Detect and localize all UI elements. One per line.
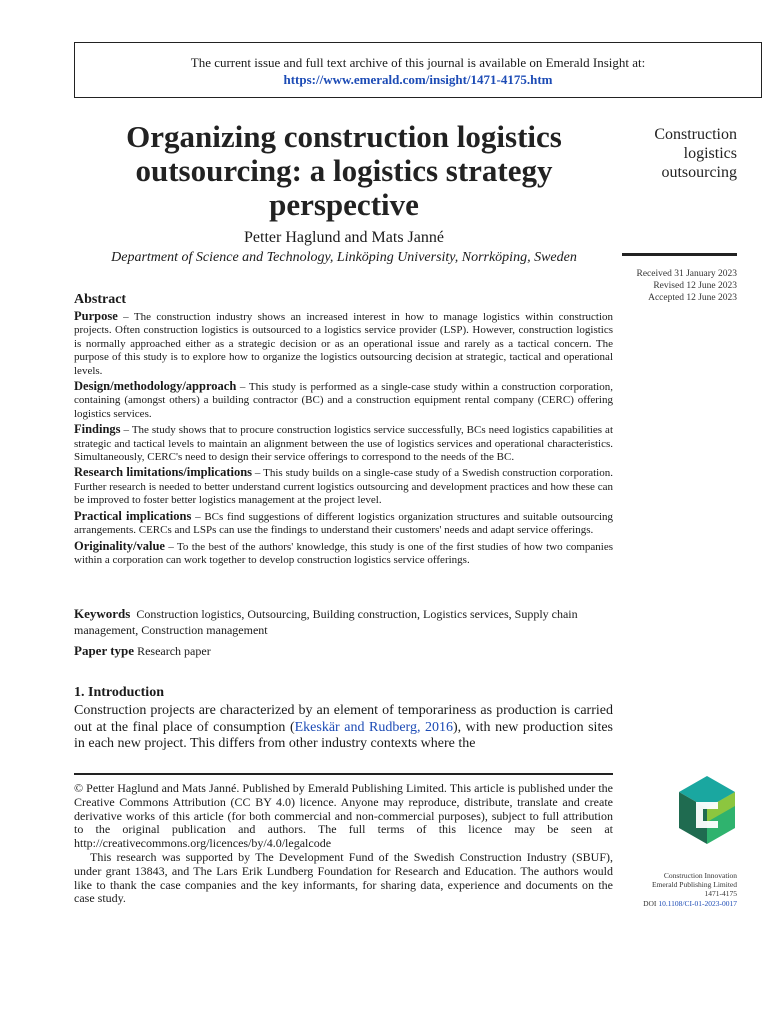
footnote-rule bbox=[74, 773, 613, 775]
journal-archive-link[interactable]: https://www.emerald.com/insight/1471-4175.htm bbox=[283, 72, 553, 87]
intro-text-after: ), with new production sites in each new project. This differs from other industry contexts where the bbox=[74, 719, 613, 751]
running-head-rule bbox=[622, 253, 737, 256]
keywords-label: Keywords bbox=[74, 606, 131, 621]
abstract-section-text: – This study builds on a single-case study of a Swedish construction corporation. Further research is needed to better understand current logistics outsourcing and development practices and how these can be improved to foster better logistics management at the project level. bbox=[74, 467, 613, 507]
journal-name: Construction Innovation bbox=[663, 871, 737, 880]
article-history bbox=[600, 268, 737, 304]
paper-type-label: Paper type bbox=[74, 643, 135, 658]
abstract-section-label: Design/methodology/approach bbox=[74, 379, 237, 394]
author-affiliation: Department of Science and Technology, Linköping University, Norrköping, Sweden bbox=[111, 250, 577, 265]
paper-type bbox=[74, 643, 211, 659]
abstract-section-text: – BCs find suggestions of different logistics organization structures and suitable outsourcing arrangements. CERCs and LSPs can use the findings to understand their customers' needs and adapt service offerings. bbox=[74, 510, 614, 537]
introduction-paragraph bbox=[74, 703, 613, 753]
publisher-name: Emerald Publishing Limited bbox=[652, 880, 737, 890]
journal-issn: 1471-4175 bbox=[704, 889, 737, 899]
citation-link[interactable]: Ekeskär and Rudberg, 2016 bbox=[294, 719, 453, 735]
paper-type-value: Research paper bbox=[137, 644, 211, 658]
abstract-section-text: – The study shows that to procure construction logistics service successfully, BCs need logistics capabilities at strategic and tactical levels to maintain an alignment between the use of logistics services and operational characteristics. Simultaneously, CERC's need to design their service offerings to correspond to the needs of the BC. bbox=[74, 424, 613, 464]
article-title: Organizing construction logistics outsourcing: a logistics strategy perspective bbox=[126, 119, 562, 222]
abstract-section-label: Practical implications bbox=[74, 508, 192, 523]
abstract-section-text: – To the best of the authors' knowledge, this study is one of the first studies of how two companies within a corporation can work together to develop construction logistics service offerings. bbox=[74, 540, 613, 566]
revised-date: Revised 12 June 2023 bbox=[653, 281, 737, 291]
structured-abstract bbox=[74, 310, 613, 569]
abstract-practical bbox=[74, 510, 613, 538]
abstract-section-label: Findings bbox=[74, 422, 121, 437]
abstract-findings bbox=[74, 423, 613, 464]
doi-label: DOI bbox=[643, 898, 657, 908]
emerald-logo-icon bbox=[676, 776, 738, 844]
abstract-originality bbox=[74, 540, 613, 568]
funding-acknowledgement: This research was supported by The Development Fund of the Swedish Construction Industry (SBUF), under grant 13843, and The Lars Erik Lundberg Foundation for Research and Education. The authors would like to thank the case companies and the key informants, for sharing data, experience and documents on the case study. bbox=[74, 849, 613, 906]
keywords bbox=[74, 606, 614, 638]
abstract-heading: Abstract bbox=[74, 292, 127, 307]
doi-link[interactable]: 10.1108/CI-01-2023-0017 bbox=[658, 898, 737, 908]
accepted-date: Accepted 12 June 2023 bbox=[648, 293, 737, 303]
archive-notice-text: The current issue and full text archive of this journal is available on Emerald Insight at: bbox=[190, 55, 646, 70]
abstract-section-label: Purpose bbox=[74, 309, 118, 323]
archive-notice-box bbox=[74, 42, 762, 98]
abstract-design bbox=[74, 380, 613, 421]
keywords-text: Construction logistics, Outsourcing, Building construction, Logistics services, Supply chain management, Construction management bbox=[74, 607, 578, 637]
intro-text-before: Construction projects are characterized by an element of temporariness as production is carried out at the final place of consumption ( bbox=[74, 703, 613, 735]
introduction-heading: 1. Introduction bbox=[74, 685, 164, 700]
license-footnote bbox=[74, 782, 613, 906]
abstract-section-label: Research limitations/implications bbox=[74, 465, 253, 480]
doi-line bbox=[600, 899, 737, 908]
abstract-section-label: Originality/value bbox=[74, 538, 165, 553]
license-statement: © Petter Haglund and Mats Janné. Published by Emerald Publishing Limited. This article is published under the Creative Commons Attribution (CC BY 4.0) licence. Anyone may reproduce, distribute, translate and create derivative works of this article (for both commercial and non-commercial purposes), subject to full attribution to the original publication and authors. The full terms of this licence may be seen at http://creativecommons.org/licences/by/4.0/legalcode bbox=[74, 781, 613, 851]
author-names: Petter Haglund and Mats Janné bbox=[244, 229, 444, 246]
running-head: Construction logistics outsourcing bbox=[654, 126, 737, 181]
journal-information bbox=[600, 871, 737, 908]
abstract-section-text: – The construction industry shows an increased interest in how to manage logistics within construction projects. Often construction logistics is outsourced to a logistics service provider (LSP). However, construction logistics is normally approached either as a strategic decision or as an operational issue and rarely as a tactical concern. The purpose of this study is to explore how to organize the logistics outsourcing decision at strategic, tactical and operational levels. bbox=[74, 311, 613, 377]
abstract-limitations bbox=[74, 466, 613, 507]
abstract-purpose bbox=[74, 310, 613, 378]
abstract-section-text: – This study is performed as a single-case study within a construction corporation, containing (amongst others) a building contractor (BC) and a construction equipment rental company (CERC) offering logistics services. bbox=[74, 381, 613, 420]
received-date: Received 31 January 2023 bbox=[636, 269, 737, 279]
